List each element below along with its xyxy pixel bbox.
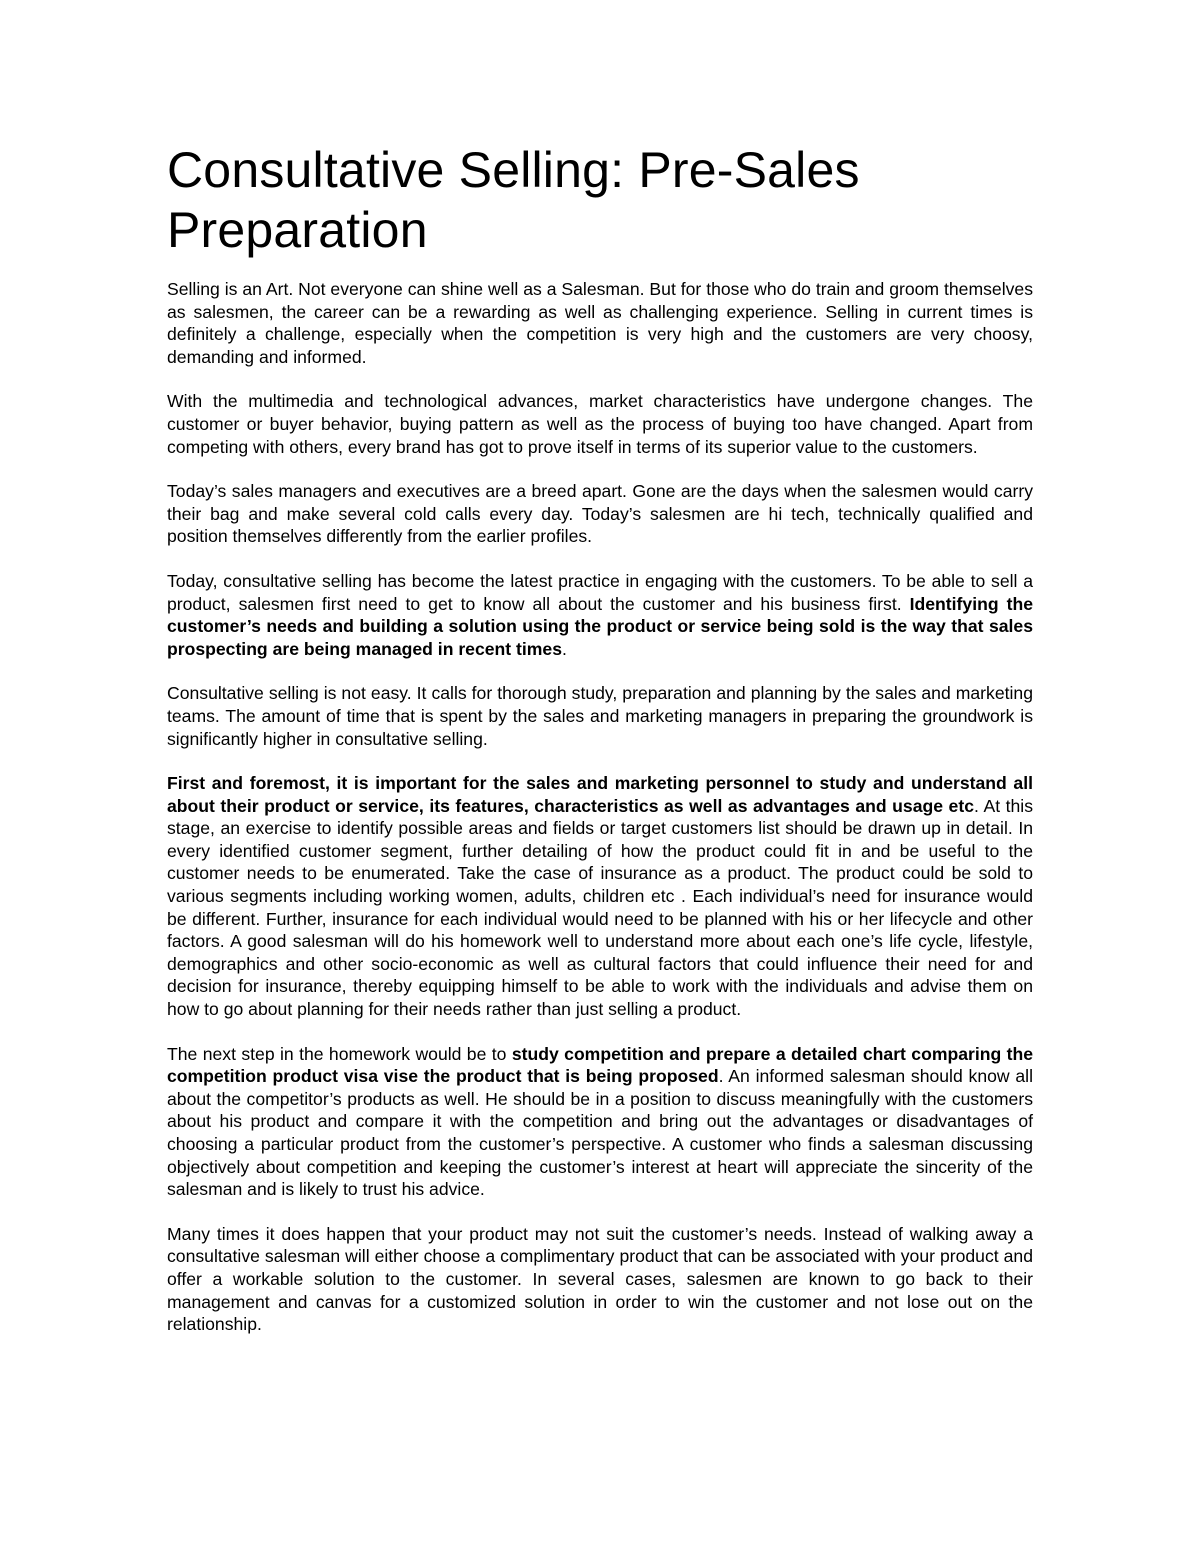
paragraph-text: Today’s sales managers and executives are a breed apart. Gone are the days when the salesmen would carry their bag and make several cold calls every day. Today’s salesmen are hi tech, technically qualified and position themselves differently from the earlier profiles.	[167, 481, 1033, 547]
paragraph-text: Many times it does happen that your product may not suit the customer’s needs. Instead of walking away a consultative salesman will either choose a complimentary product that can be associated with your product and offer a workable solution to the customer. In several cases, salesmen are known to go back to their management and canvas for a customized solution in order to win the customer and not lose out on the relationship.	[167, 1223, 1033, 1335]
paragraph	[167, 772, 1033, 1021]
paragraph-text: The next step in the homework would be to	[167, 1043, 512, 1064]
paragraph	[167, 278, 1033, 368]
paragraph-text: With the multimedia and technological advances, market characteristics have undergone changes. The customer or buyer behavior, buying pattern as well as the process of buying too have changed. Apart from competing with others, every brand has got to prove itself in terms of its superior value to the customers.	[167, 391, 1033, 457]
paragraph-text: Consultative selling is not easy. It calls for thorough study, preparation and planning by the sales and marketing teams. The amount of time that is spent by the sales and marketing managers in preparing the groundwork is significantly higher in consultative selling.	[167, 683, 1033, 749]
paragraph-text: Selling is an Art. Not everyone can shine well as a Salesman. But for those who do train and groom themselves as salesmen, the career can be a rewarding as well as challenging experience. Selling in current times is definitely a challenge, especially when the competition is very high and the customers are very choosy, demanding and informed.	[167, 279, 1033, 367]
paragraph-text: Today, consultative selling has become the latest practice in engaging with the customers. To be able to sell a product, salesmen first need to get to know all about the customer and his business first.	[167, 570, 1033, 614]
paragraph-text: . An informed salesman should know all about the competitor’s products as well. He should be in a position to discuss meaningfully with the customers about his product and compare it with the competition and bring out the advantages or disadvantages of choosing a particular product from the customer’s perspective. A customer who finds a salesman discussing objectively about competition and keeping the customer’s interest at heart will appreciate the sincerity of the salesman and is likely to trust his advice.	[167, 1066, 1033, 1200]
paragraph-text: .	[561, 638, 567, 659]
paragraph	[167, 480, 1033, 548]
paragraph-text: . At this stage, an exercise to identify possible areas and fields or target customers list should be drawn up in detail. In every identified customer segment, further detailing of how the product could fit in and be useful to the customer needs to be enumerated. Take the case of insurance as a product. The product could be sold to various segments including working women, adults, children etc . Each individual’s need for insurance would be different. Further, insurance for each individual would need to be planned with his or her lifecycle and other factors. A good salesman will do his homework well to understand more about each one’s life cycle, lifestyle, demographics and other socio-economic as well as cultural factors that could influence their need for and decision for insurance, thereby equipping himself to be able to work with the individuals and advise them on how to go about planning for their needs rather than just selling a product.	[167, 795, 1033, 1020]
paragraph-bold-text: First and foremost, it is important for the sales and marketing personnel to study and understand all about their product or service, its features, characteristics as well as advantages and usage etc	[167, 773, 1033, 816]
document-page	[167, 140, 1033, 1358]
paragraph	[167, 570, 1033, 660]
paragraph	[167, 390, 1033, 458]
paragraph-bold-text: Identifying the customer’s needs and building a solution using the product or service being sold is the way that sales prospecting are being managed in recent times	[167, 593, 1033, 659]
document-title: Consultative Selling: Pre-Sales Preparation	[167, 142, 860, 258]
paragraph	[167, 682, 1033, 750]
paragraph	[167, 1043, 1033, 1201]
paragraph-bold-text: study competition and prepare a detailed chart comparing the competition product visa vise the product that is being proposed	[167, 1043, 1033, 1087]
paragraph	[167, 1223, 1033, 1336]
